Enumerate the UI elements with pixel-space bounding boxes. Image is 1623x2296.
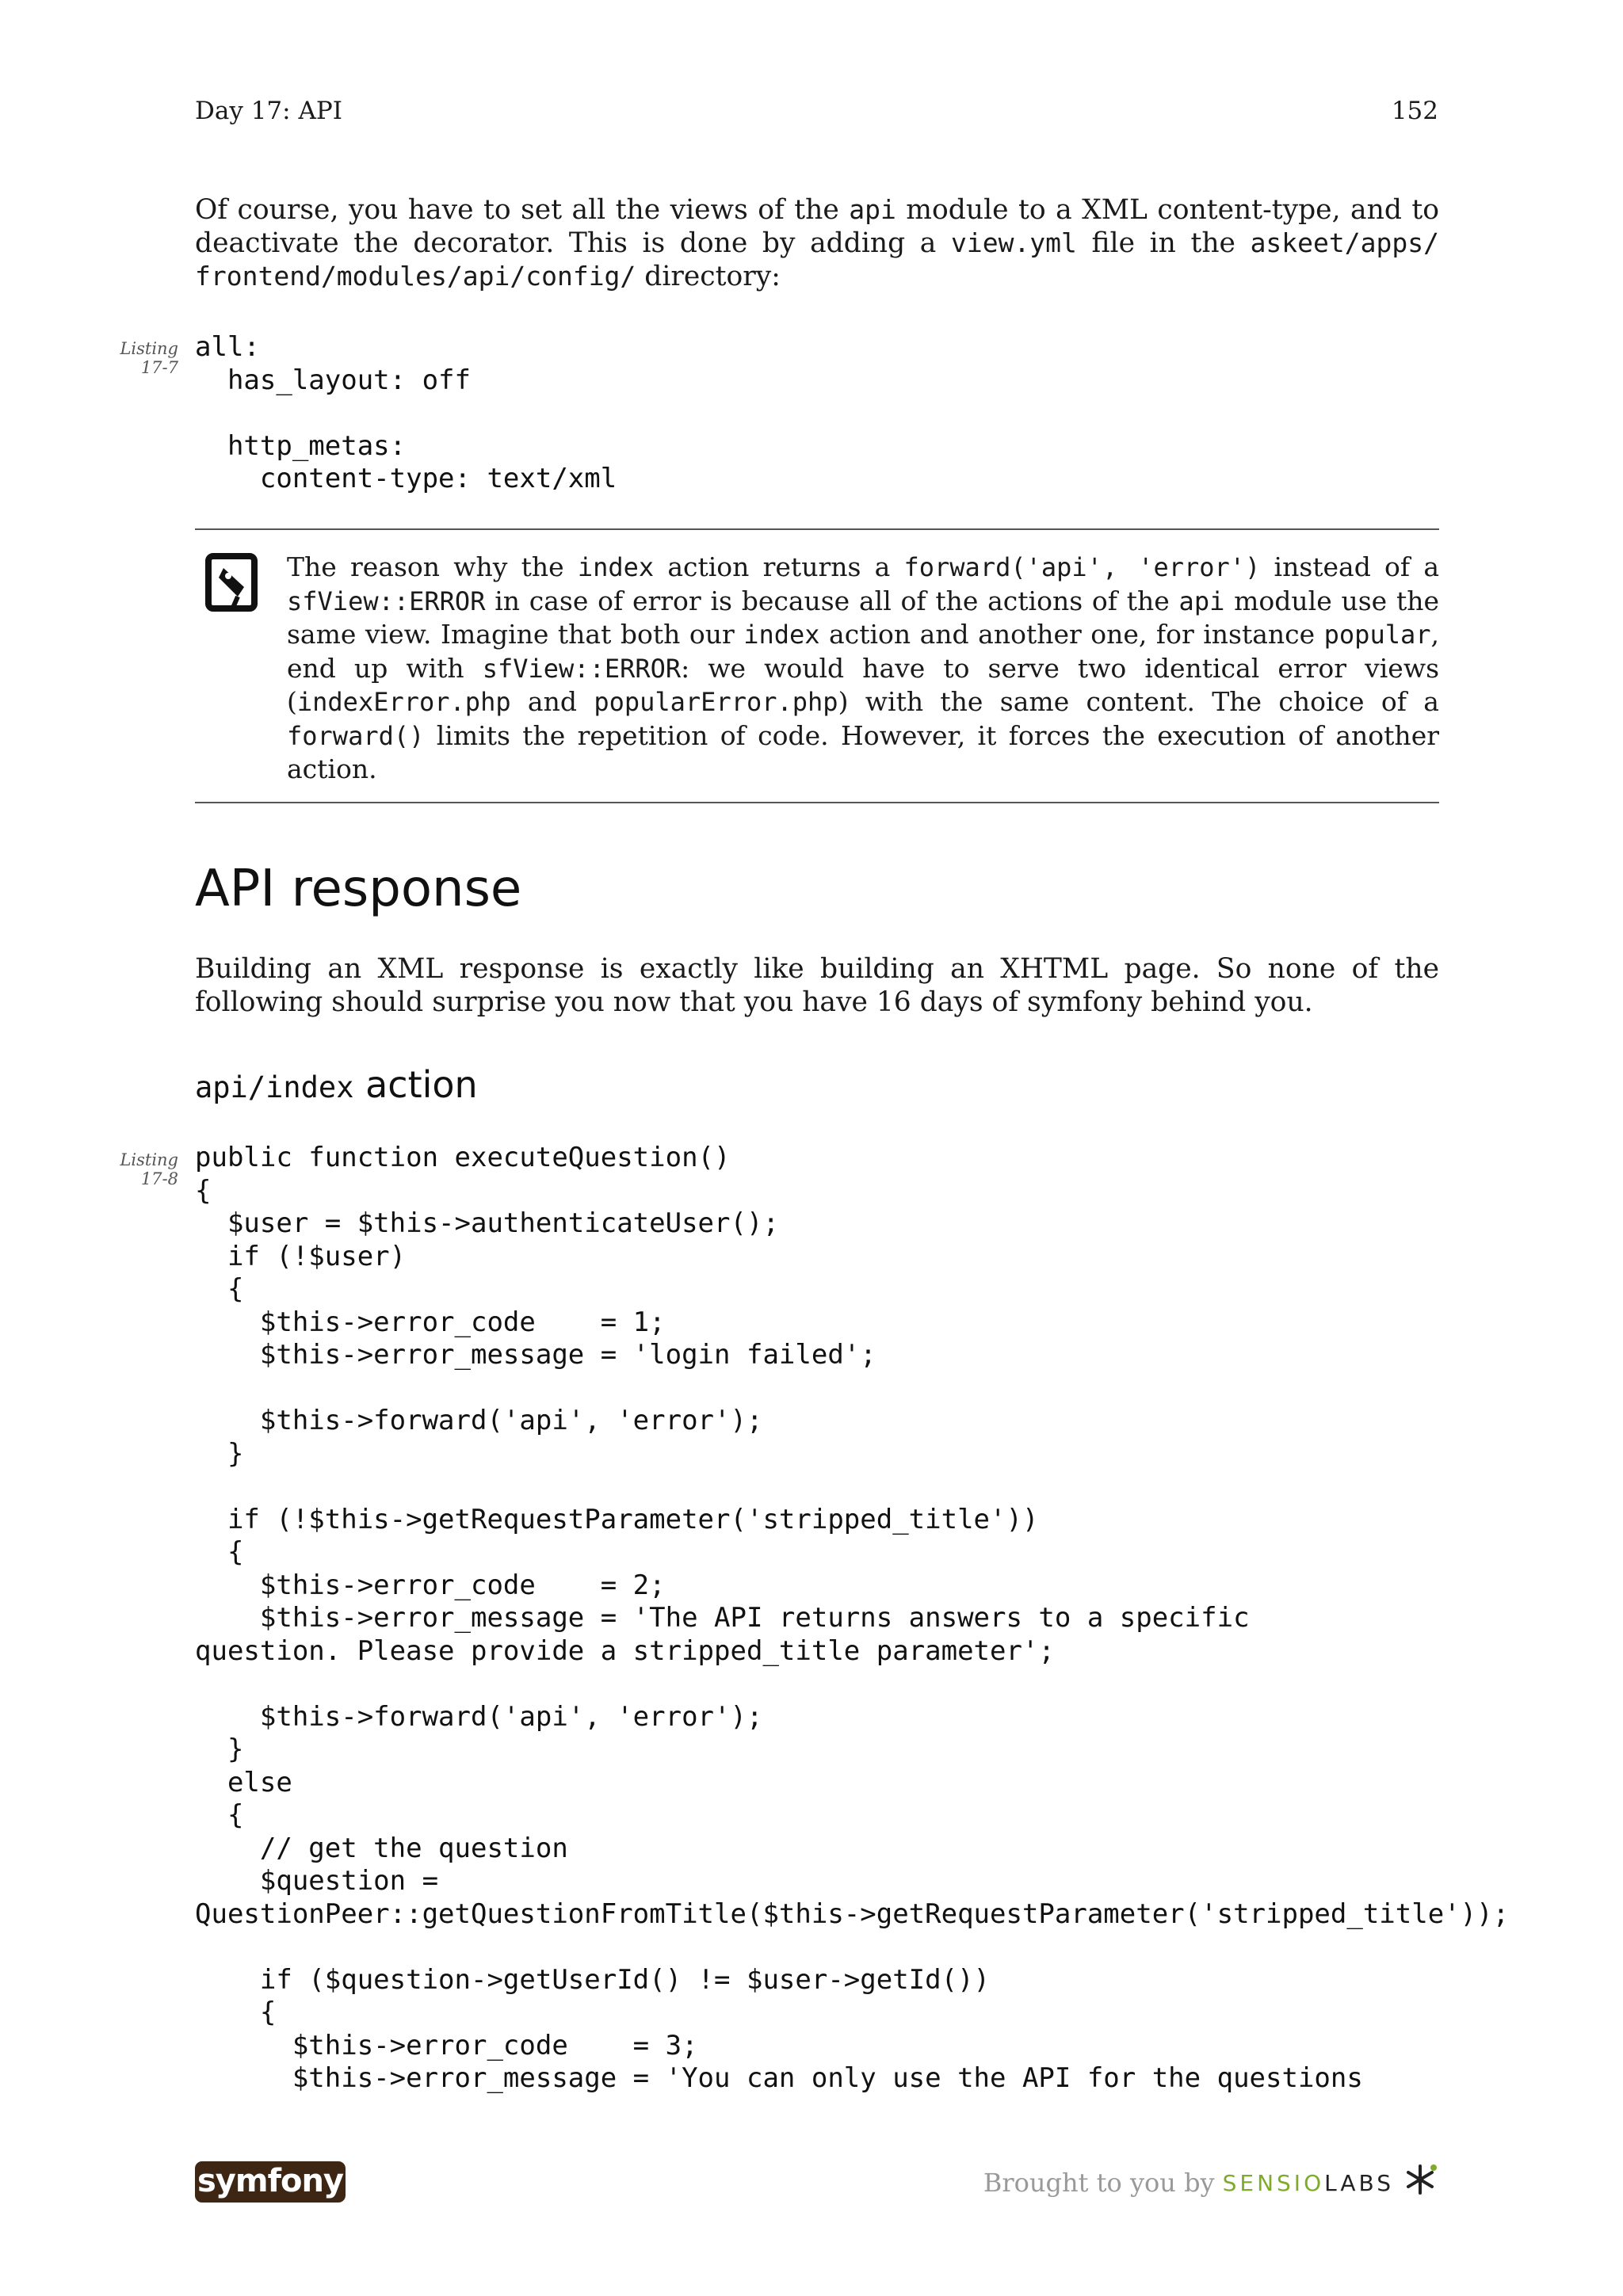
note-top-divider: [195, 528, 1439, 530]
section-paragraph: Building an XML response is exactly like building an XHTML page. So none of the following should surprise you now that you have 16 days of symfony behind you.: [195, 953, 1439, 1018]
listing-label: Listing 17-8: [120, 1150, 178, 1188]
sensiolabs-star-icon: [1402, 2161, 1438, 2204]
note-text: The reason why the index action returns a forward('api', 'error') instead of a sfView::ERROR in case of error is because all of the actions of the api module use the same view. Imagine that both our index action and another one, for instance popular, end up with sfView::ERROR: we would have to serve two identical error views (indexError.php and popularError.php) with the same content. The choice of a forward() limits the repetition of code. However, it forces the execution of another action.: [287, 551, 1440, 784]
running-header-chapter: Day 17: API: [195, 97, 342, 125]
note-icon: [204, 552, 262, 612]
code-listing-view-yml: all: has_layout: off http_metas: content-type: text/xml: [195, 331, 617, 494]
section-heading: API response: [195, 860, 522, 918]
code-listing-execute-question: public function executeQuestion() { $user = $this->authenticateUser(); if (!$user) { $this->error_code = 1; $this->error_message = 'login failed'; $this->forward('api', 'error'); } if (!$this->getRequestParameter('stripped_title')) { $this->error_code = 2; $this->error_message = 'The API returns answers to a specific question. Please provide a stripped_title parameter'; $this->forward('api', 'error'); } else { // get the question $question = QuestionPeer::getQuestionFromTitle($this->getRequestParameter('stripped_title')); if ($question->getUserId() != $user->getId()) { $this->error_code = 3; $this->error_message = 'You can only use the API for the questions: [195, 1142, 1510, 2094]
footer-credit: [983, 2161, 1438, 2204]
page-number: 152: [1391, 97, 1438, 125]
intro-paragraph: Of course, you have to set all the views of the api module to a XML content-type, and to deactivate the decorator. This is done by adding a view.yml file in the askeet/apps/ frontend/modules/api/config/ directory:: [195, 194, 1440, 292]
note-bottom-divider: [195, 802, 1439, 803]
sensiolabs-logo: SENSIOLABS: [1222, 2169, 1394, 2196]
credit-text: Brought to you by: [983, 2168, 1215, 2198]
symfony-logo: symfony: [195, 2161, 346, 2203]
subsection-heading: api/index action: [195, 1063, 478, 1106]
listing-label: Listing 17-7: [120, 339, 178, 377]
